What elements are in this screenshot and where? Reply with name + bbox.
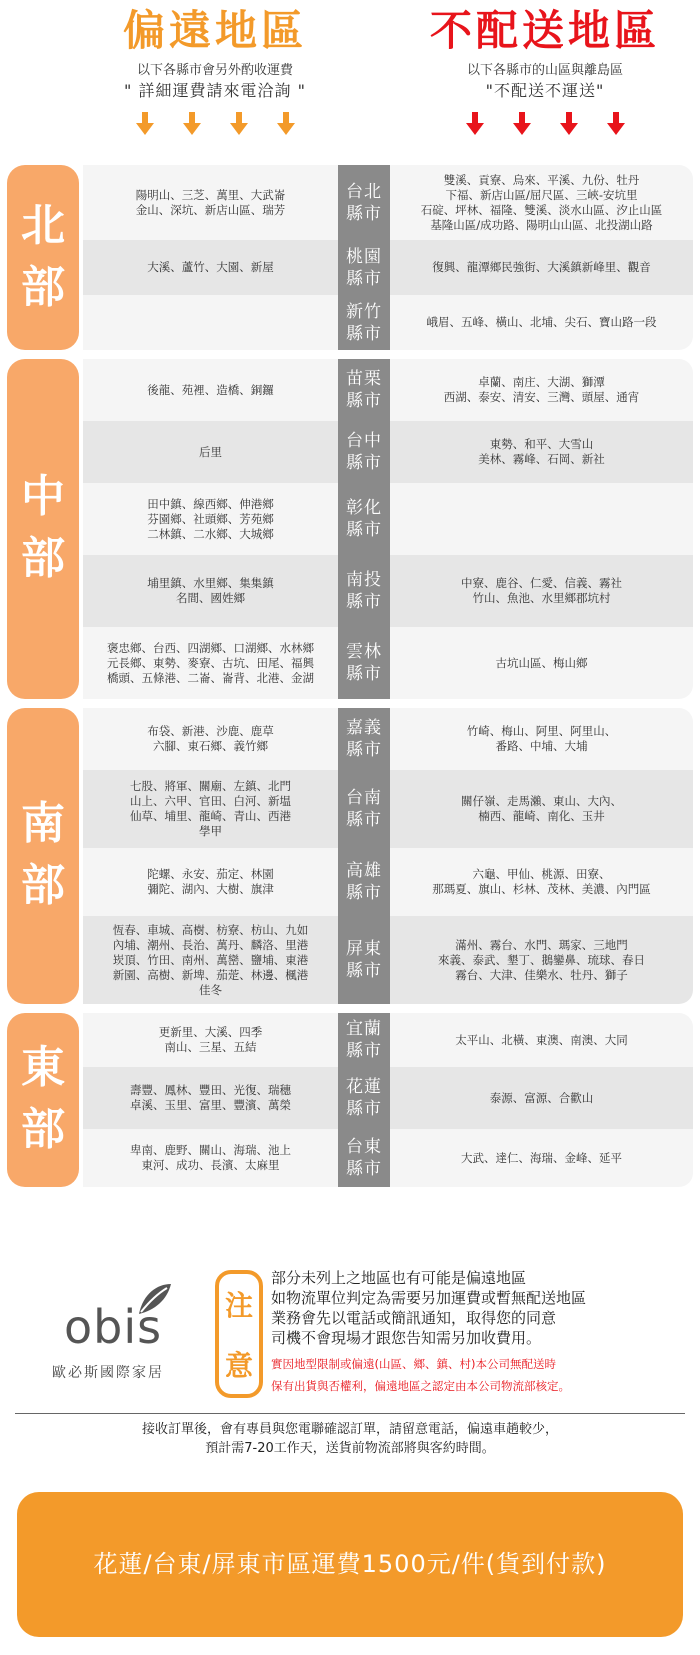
remote-area-cell: 陀螺、永安、茄定、林園 彌陀、湖內、大樹、旗津 — [147, 867, 274, 896]
no-delivery-cell: 雙溪、貢寮、烏來、平溪、九份、牡丹 下福、新店山區/屈尺區、三峽-安坑里 石碇、坪林、福隆、雙溪、淡水山區、汐止山區 基隆山區/成功路、陽明山山區、北投湖山路 — [420, 172, 663, 232]
city-cell — [338, 627, 390, 699]
city-cell — [338, 1129, 390, 1187]
area-row — [83, 1067, 693, 1129]
order-info-line: 預計需7-20工作天，送貨前物流部將與客約時間。 — [205, 1441, 495, 1456]
region-block — [7, 165, 693, 350]
city-name: 台中 — [346, 431, 382, 451]
no-delivery-cell: 關仔嶺、走馬瀨、東山、大內、 楠西、龍崎、南化、玉井 — [461, 794, 622, 823]
area-row — [83, 421, 693, 483]
order-info-line: 接收訂單後，會有專員與您電聯確認訂單，請留意電話，偏遠車趟較少， — [141, 1422, 558, 1437]
city-cell — [338, 555, 390, 627]
remote-area-cell: 大溪、蘆竹、大園、新屋 — [147, 260, 274, 274]
region-block — [7, 359, 693, 699]
city-suffix: 縣市 — [346, 203, 382, 224]
remote-area-subtitle: 以下各縣市會另外酌收運費 — [136, 63, 293, 78]
divider — [15, 1413, 685, 1414]
city-cell — [338, 770, 390, 848]
area-row — [83, 1129, 693, 1187]
region-label-char: 東 — [21, 1042, 65, 1093]
notice-text — [271, 1268, 586, 1348]
city-name: 台南 — [346, 788, 382, 808]
no-delivery-cell: 六龜、甲仙、桃源、田寮、 那瑪夏、旗山、杉林、茂林、美濃、內門區 — [432, 867, 651, 896]
remote-area-cell: 褒忠鄉、台西、四湖鄉、口湖鄉、水林鄉 元長鄉、東勢、麥寮、古坑、田尾、福興 橋頭、五條港、二崙、崙背、北港、金湖 — [107, 640, 314, 685]
area-row — [83, 295, 693, 350]
region-label-char: 部 — [21, 533, 65, 584]
notice-line: 業務會先以電話或簡訊通知，取得您的同意 — [271, 1309, 557, 1327]
city-name: 南投 — [346, 570, 382, 590]
city-name: 台北 — [346, 181, 382, 202]
remote-area-cell: 七股、將軍、關廟、左鎮、北門 山上、六甲、官田、白河、新塭 仙草、埔里、龍崎、青山、西港 學甲 — [130, 779, 291, 838]
city-name: 新竹 — [346, 301, 382, 322]
notice-char-2: 意 — [224, 1349, 253, 1382]
remote-area-cell: 埔里鎮、水里鄉、集集鎮 名間、國姓鄉 — [147, 576, 274, 605]
city-suffix: 縣市 — [346, 1041, 382, 1061]
area-row — [83, 770, 693, 848]
remote-area-title: 偏遠地區 — [122, 6, 307, 55]
delivery-area-table — [7, 165, 693, 1196]
notice-line: 部分未列上之地區也有可能是偏遠地區 — [271, 1269, 527, 1287]
city-cell — [338, 916, 390, 1004]
city-name: 台東 — [346, 1137, 382, 1157]
region-label-char: 中 — [21, 471, 65, 522]
area-row — [83, 165, 693, 240]
no-delivery-note: "不配送不運送" — [485, 81, 605, 100]
brand-name: 歐必斯國際家居 — [52, 1365, 164, 1381]
city-suffix: 縣市 — [346, 453, 382, 473]
no-delivery-cell: 東勢、和平、大雪山 美林、霧峰、石岡、新社 — [478, 437, 605, 466]
city-cell — [338, 1067, 390, 1129]
no-delivery-cell: 滿州、霧台、水門、瑪家、三地門 來義、泰武、墾丁、鵝鑾鼻、琉球、春日 霧台、大津、佳樂水、牡丹、獅子 — [438, 937, 645, 982]
remote-area-cell: 田中鎮、線西鄉、伸港鄉 芬園鄉、社頭鄉、芳苑鄉 二林鎮、二水鄉、大城鄉 — [147, 496, 274, 541]
no-delivery-title: 不配送地區 — [429, 6, 660, 55]
city-name: 高雄 — [346, 861, 382, 881]
city-name: 宜蘭 — [346, 1019, 382, 1039]
no-delivery-cell: 竹崎、梅山、阿里、阿里山、 番路、中埔、大埔 — [466, 724, 617, 753]
area-row — [83, 359, 693, 421]
city-cell — [338, 295, 390, 350]
city-name: 嘉義 — [346, 718, 382, 738]
remote-area-cell: 恆春、車城、高樹、枋寮、枋山、九如 內埔、潮州、長治、萬丹、麟洛、里港 崁頂、竹田、南州、萬巒、鹽埔、東港 新園、高樹、新埤、茄萣、林邊、楓港 佳冬 — [112, 922, 309, 997]
area-row — [83, 483, 693, 555]
city-suffix: 縣市 — [346, 323, 382, 344]
city-cell — [338, 1013, 390, 1067]
city-suffix: 縣市 — [346, 1099, 382, 1119]
city-cell — [338, 708, 390, 770]
remote-area-cell: 布袋、新港、沙鹿、鹿草 六腳、東石鄉、義竹鄉 — [147, 724, 274, 753]
no-delivery-cell: 復興、龍潭鄉民強街、大溪鎮新峰里、觀音 — [432, 260, 651, 274]
city-suffix: 縣市 — [346, 664, 382, 684]
city-suffix: 縣市 — [346, 883, 382, 903]
city-cell — [338, 483, 390, 555]
city-suffix: 縣市 — [346, 961, 382, 981]
region-label-char: 南 — [21, 798, 65, 849]
notice-red-line: 實因地型限制或偏遠(山區、鄉、鎮、村)本公司無配送時 — [271, 1357, 556, 1371]
city-name: 苗栗 — [346, 369, 382, 389]
notice-line: 如物流單位判定為需要另加運費或暫無配送地區 — [271, 1289, 587, 1307]
order-info — [0, 1420, 700, 1458]
remote-area-header — [70, 0, 360, 137]
region-label-char: 北 — [21, 199, 65, 251]
area-row — [83, 240, 693, 295]
notice-line: 司機不會現場才跟您告知需另加收費用。 — [271, 1329, 542, 1347]
region-label — [7, 708, 79, 1004]
no-delivery-cell: 卓蘭、南庄、大湖、獅潭 西湖、泰安、清安、三灣、頭屋、通宵 — [443, 375, 640, 404]
region-block — [7, 1013, 693, 1187]
city-suffix: 縣市 — [346, 1159, 382, 1179]
red-arrows — [395, 112, 695, 137]
remote-area-cell: 後龍、苑裡、造橋、銅鑼 — [147, 382, 274, 397]
no-delivery-cell: 泰源、富源、合歡山 — [489, 1090, 594, 1105]
remote-area-cell: 后里 — [199, 444, 222, 459]
area-row — [83, 848, 693, 916]
no-delivery-subtitle: 以下各縣市的山區與離島區 — [466, 63, 623, 78]
brand-logo: obis — [64, 1300, 163, 1354]
city-suffix: 縣市 — [346, 810, 382, 830]
notice-char-1: 注 — [224, 1289, 253, 1322]
region-label-char: 部 — [21, 261, 65, 313]
city-suffix: 縣市 — [346, 592, 382, 612]
region-label — [7, 165, 79, 350]
city-suffix: 縣市 — [346, 520, 382, 540]
city-cell — [338, 240, 390, 295]
remote-area-cell: 陽明山、三芝、萬里、大武崙 金山、深坑、新店山區、瑞芳 — [135, 187, 286, 217]
no-delivery-cell: 峨眉、五峰、橫山、北埔、尖石、寶山路一段 — [426, 315, 657, 329]
region-label-char: 部 — [21, 860, 65, 911]
notice-red-line: 保有出貨與否權利，偏遠地區之認定由本公司物流部核定。 — [271, 1379, 570, 1393]
area-row — [83, 555, 693, 627]
remote-area-cell: 卑南、鹿野、關山、海瑞、池上 東河、成功、長濱、太麻里 — [130, 1143, 291, 1172]
no-delivery-cell: 古坑山區、梅山鄉 — [495, 655, 588, 670]
notice-badge — [215, 1270, 263, 1398]
area-row — [83, 1013, 693, 1067]
area-row — [83, 708, 693, 770]
city-name: 屏東 — [346, 939, 382, 959]
orange-arrows — [70, 112, 360, 137]
city-name: 花蓮 — [346, 1077, 382, 1097]
city-cell — [338, 359, 390, 421]
remote-area-cell: 壽豐、鳳林、豐田、光復、瑞穗 卓溪、玉里、富里、豐濱、萬榮 — [130, 1083, 291, 1112]
city-name: 桃園 — [346, 246, 382, 267]
region-block — [7, 708, 693, 1004]
city-cell — [338, 848, 390, 916]
city-name: 彰化 — [346, 498, 382, 518]
city-suffix: 縣市 — [346, 391, 382, 411]
area-row — [83, 627, 693, 699]
remote-area-cell: 更新里、大溪、四季 南山、三星、五結 — [158, 1025, 263, 1054]
region-label — [7, 359, 79, 699]
no-delivery-cell: 中寮、鹿谷、仁愛、信義、霧社 竹山、魚池、水里鄉郡坑村 — [461, 576, 622, 605]
remote-area-note: " 詳細運費請來電洽詢 " — [124, 81, 306, 100]
no-delivery-header — [395, 0, 695, 137]
region-label — [7, 1013, 79, 1187]
no-delivery-cell: 太平山、北橫、東澳、南澳、大同 — [455, 1032, 628, 1047]
city-suffix: 縣市 — [346, 740, 382, 760]
shipping-fee-banner: 花蓮/台東/屏東市區運費1500元/件(貨到付款) — [17, 1492, 683, 1637]
no-delivery-cell: 大武、達仁、海瑞、金峰、延平 — [461, 1150, 622, 1165]
city-cell — [338, 165, 390, 240]
city-cell — [338, 421, 390, 483]
city-name: 雲林 — [346, 642, 382, 662]
area-row — [83, 916, 693, 1004]
city-suffix: 縣市 — [346, 268, 382, 289]
region-label-char: 部 — [21, 1104, 65, 1155]
